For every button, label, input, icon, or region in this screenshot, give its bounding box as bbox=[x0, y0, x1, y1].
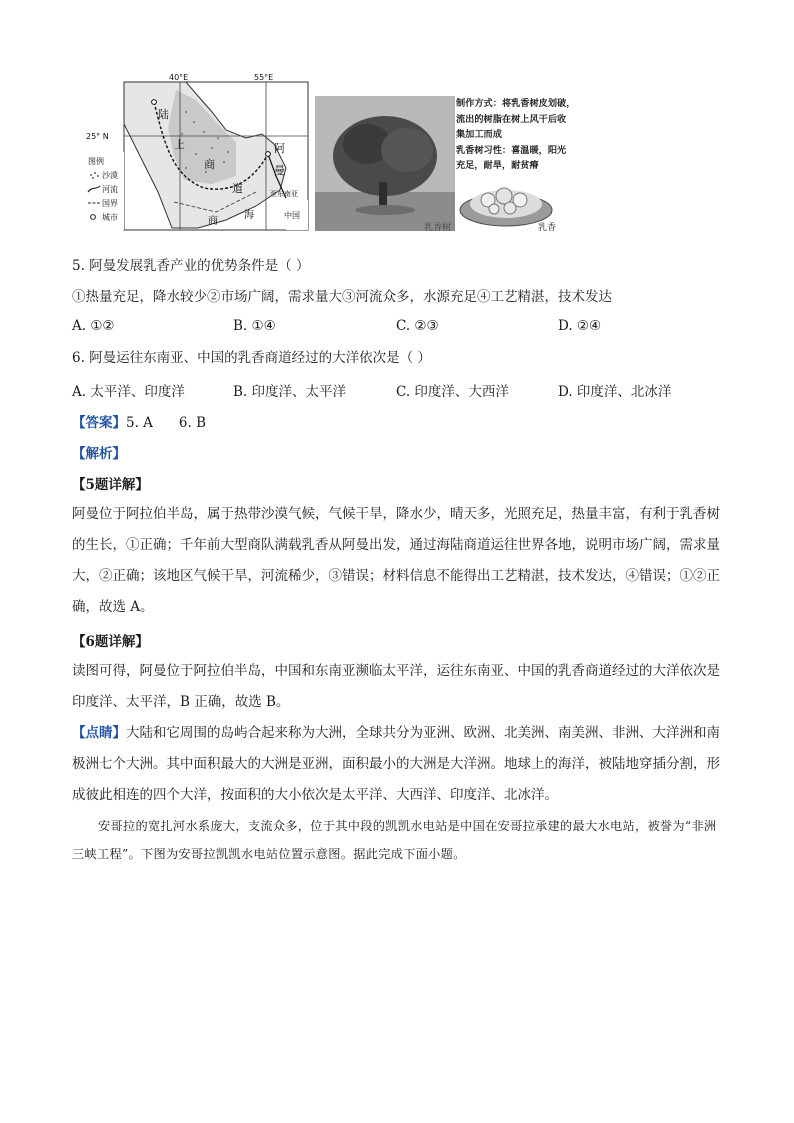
oman-char-1: 阿 bbox=[274, 142, 285, 155]
china-label: 中国 bbox=[284, 211, 300, 220]
tree-caption: 乳香树 bbox=[424, 223, 452, 233]
detail6-text: 读图可得，阿曼位于阿拉伯半岛，中国和东南亚濒临太平洋，运往东南亚、中国的乳香商道经过的大洋依次是印度洋、太平洋，B 正确，故选 B。 bbox=[72, 663, 720, 710]
notes-line-5: 充足，耐旱，耐贫瘠 bbox=[456, 160, 539, 172]
legend-river: 河流 bbox=[102, 185, 118, 194]
legend-desert: 沙漠 bbox=[102, 171, 118, 180]
map-svg bbox=[86, 72, 314, 232]
analysis-tag: 【解析】 bbox=[72, 446, 126, 462]
legend-city: 城市 bbox=[102, 213, 118, 222]
next-question-intro: 安哥拉的宽扎河水系庞大，支流众多，位于其中段的凯凯水电站是中国在安哥拉承建的最大水电站，被誉为“非洲三峡工程”。下图为安哥拉凯凯水电站位置示意图。据此完成下面小题。 bbox=[72, 819, 717, 861]
frankincense-tree-photo bbox=[315, 96, 455, 231]
answer-5: 5. A bbox=[126, 415, 153, 431]
q5-option-c: C. ②③ bbox=[396, 318, 439, 334]
tip-tag: 【点睛】 bbox=[72, 725, 126, 741]
legend-border: 国界 bbox=[102, 199, 118, 208]
q5-stem: 5. 阿曼发展乳香产业的优势条件是（ ） bbox=[72, 258, 310, 274]
tip-paragraph bbox=[72, 718, 720, 811]
q6-option-c: C. 印度洋、大西洋 bbox=[396, 384, 509, 400]
lon-55-label: 55°E bbox=[254, 73, 274, 82]
notes-line-4: 乳香树习性：喜温暖，阳光 bbox=[456, 144, 567, 156]
q5-option-b: B. ①④ bbox=[233, 318, 276, 334]
route-char-4: 道 bbox=[232, 182, 243, 195]
q6-option-d: D. 印度洋、北冰洋 bbox=[558, 384, 672, 400]
sea-char-1: 商 bbox=[208, 216, 218, 227]
detail6-title: 【6题详解】 bbox=[72, 634, 149, 650]
q5-option-a: A. ①② bbox=[72, 318, 115, 334]
lat-25-label: 25° N bbox=[86, 132, 109, 141]
tip-text: 大陆和它周围的岛屿合起来称为大洲，全球共分为亚洲、欧洲、北美洲、南美洲、非洲、大洋洲和南极洲七个大洲。其中面积最大的大洲是亚洲，面积最小的大洲是大洋洲。地球上的海洋，被陆地穿插分割，形成彼此相连的四个大洋，按面积的大小依次是太平洋、大西洋、印度洋、北冰洋。 bbox=[72, 725, 720, 803]
notes-line-1: 制作方式：将乳香树皮划破， bbox=[456, 98, 576, 109]
question-figure bbox=[86, 72, 586, 238]
route-char-3: 商 bbox=[204, 158, 215, 171]
arabian-peninsula-map bbox=[86, 72, 314, 232]
resin-caption: 乳香 bbox=[538, 223, 557, 233]
oman-char-2: 曼 bbox=[274, 164, 285, 177]
q6-option-b: B. 印度洋、太平洋 bbox=[233, 384, 347, 400]
q5-statements: ①热量充足，降水较少②市场广阔，需求量大③河流众多，水源充足④工艺精湛，技术发达 bbox=[72, 289, 612, 305]
lon-40-label: 40°E bbox=[169, 73, 189, 82]
answer-tag: 【答案】 bbox=[72, 415, 126, 431]
notes-line-3: 集加工而成 bbox=[456, 129, 502, 141]
sea-char-2: 海 bbox=[244, 210, 254, 221]
answer-row bbox=[72, 411, 206, 431]
route-char-1: 陆 bbox=[158, 108, 169, 121]
route-char-2: 上 bbox=[174, 138, 185, 151]
q5-option-d: D. ②④ bbox=[558, 318, 602, 334]
q6-stem: 6. 阿曼运往东南亚、中国的乳香商道经过的大洋依次是（ ） bbox=[72, 350, 431, 366]
notes-line-2: 流出的树脂在树上风干后收 bbox=[456, 113, 567, 125]
detail5-text: 阿曼位于阿拉伯半岛，属于热带沙漠气候，气候干旱，降水少，晴天多，光照充足，热量丰富，有利于乳香树的生长，①正确；千年前大型商队满载乳香从阿曼出发，通过海陆商道运往世界各地，说明市场广阔，需求量大，②正确；该地区气候干旱，河流稀少，③错误；材料信息不能得出工艺精湛，技术发达，④错误；①②正确，故选 A。 bbox=[72, 506, 720, 615]
detail5-title: 【5题详解】 bbox=[72, 477, 149, 493]
frankincense-notes bbox=[456, 96, 591, 174]
city-circle-icon bbox=[91, 215, 96, 220]
answer-6: 6. B bbox=[178, 415, 207, 431]
q6-option-a: A. 太平洋、印度洋 bbox=[72, 384, 185, 400]
legend-title: 图例 bbox=[88, 157, 104, 166]
se-asia-label: 至东南亚 bbox=[270, 190, 298, 198]
